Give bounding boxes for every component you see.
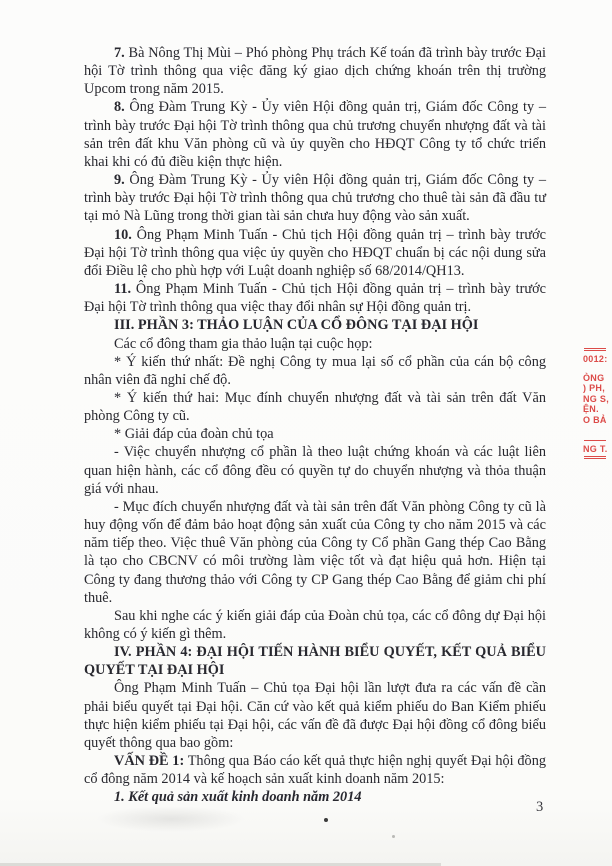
subsection-1-heading: 1. Kết quả sản xuất kinh doanh năm 2014 <box>114 789 362 806</box>
closing-remark: Sau khi nghe các ý kiến giải đáp của Đoàn chủ tọa, các cổ đông dự Đại hội không có ý kiến gì thêm. <box>84 607 546 642</box>
scan-speck <box>392 835 395 838</box>
discussion-intro: Các cổ đông tham gia thảo luận tại cuộc họp: <box>114 335 373 352</box>
item-number: 8. <box>114 99 125 116</box>
scan-speck <box>324 818 328 822</box>
paragraph-7 <box>84 44 546 98</box>
page-body-text <box>84 44 546 807</box>
paragraph-text: Ông Phạm Minh Tuấn - Chủ tịch Hội đồng quản trị – trình bày trước Đại hội Tờ trình thông qua việc ủy quyền cho HĐQT chuẩn bị các nội dung sửa đổi Điều lệ cho phù hợp với Luật doanh nghiệp số 68/2014/QH13. <box>84 226 546 279</box>
paragraph-text: Ông Đàm Trung Kỳ - Ủy viên Hội đồng quản trị, Giám đốc Công ty – trình bày trước Đại hội Tờ trình thông qua chủ trương cho thuê tài sản đã đầu tư tại mỏ Nà Lũng trong thời gian tài sản chưa huy động vào sản xuất. <box>84 172 546 225</box>
stamp-text-fragment: O BẢ <box>583 414 607 425</box>
section-3-heading: III. PHẦN 3: THẢO LUẬN CỦA CỔ ĐÔNG TẠI ĐẠI HỘI <box>114 317 479 334</box>
chair-reply-heading: * Giải đáp của đoàn chủ tọa <box>114 426 274 443</box>
paragraph-text: Ông Phạm Minh Tuấn - Chủ tịch Hội đồng quản trị – trình bày trước Đại hội Tờ trình thông qua việc thay đổi nhân sự Hội đồng quản trị. <box>84 281 546 316</box>
stamp-text-fragment: NG T. <box>583 443 608 454</box>
paragraph-text: Thông qua Báo cáo kết quả thực hiện nghị quyết Đại hội đồng cổ đông năm 2014 và kế hoạch sản xuất kinh doanh năm 2015: <box>84 753 546 788</box>
page-number: 3 <box>536 799 544 815</box>
item-number: 10. <box>114 226 132 243</box>
paragraph-8 <box>84 98 546 171</box>
reply-item-2: - Mục đích chuyển nhượng đất và tài sản trên đất Văn phòng Công ty cũ là huy động vốn để đảm bảo hoạt động sản xuất của Công ty cho năm 2015 và các năm tiếp theo. Việc thuê Văn phòng của Công ty Cổ phần Gang thép Cao Bằng là tạo cho CBCNV có môi trường làm việc tốt và đạt hiệu quả hơn. Hiện tại Công ty đang thương thảo với Công ty CP Gang thép Cao Bằng để giảm chi phí thuê. <box>84 498 546 606</box>
stamp-rule <box>584 456 606 459</box>
voting-intro: Ông Phạm Minh Tuấn – Chủ tọa Đại hội lần lượt đưa ra các vấn đề cần phải biểu quyết tại Đại hội. Căn cứ vào kết quả kiểm phiếu do Ban Kiểm phiếu thực hiện kiểm phiếu tại Đại hội, các vấn đề đã được Đại hội đồng cổ đông biểu quyết thông qua bao gồm: <box>84 680 546 751</box>
stamp-text-fragment: 0012: <box>583 354 608 364</box>
item-number: 11. <box>114 281 132 298</box>
stamp-rule <box>584 440 606 441</box>
paragraph-text: Bà Nông Thị Mùi – Phó phòng Phụ trách Kế toán đã trình bày trước Đại hội Tờ trình thông qua việc đăng ký giao dịch chứng khoán trên thị trường Upcom trong năm 2015. <box>84 45 546 98</box>
opinion-1: * Ý kiến thứ nhất: Đề nghị Công ty mua lại số cổ phần của cán bộ công nhân viên đã nghỉ chế độ. <box>84 353 546 388</box>
section-4-heading: IV. PHẦN 4: ĐẠI HỘI TIẾN HÀNH BIỂU QUYẾT, KẾT QUẢ BIỂU QUYẾT TẠI ĐẠI HỘI <box>84 644 546 679</box>
red-stamp-fragment <box>583 346 612 462</box>
opinion-2: * Ý kiến thứ hai: Mục đính chuyển nhượng đất và tài sản trên đất Văn phòng Công ty cũ. <box>84 389 546 425</box>
reply-item-1: - Việc chuyển nhượng cổ phần là theo luật chứng khoán và các luật liên quan hiện hành, các cổ đông đều có quyền tự do chuyển nhượng và thỏa thuận giá với nhau. <box>84 444 546 497</box>
paragraph-10 <box>84 226 546 280</box>
stamp-text-fragment: NG S, <box>583 393 610 404</box>
paragraph-11 <box>84 280 546 316</box>
issue-1-label: VẤN ĐỀ 1: <box>114 753 185 770</box>
paragraph-9 <box>84 171 546 225</box>
stamp-text-fragment: ỆN. <box>583 404 599 415</box>
stamp-rule <box>584 348 606 351</box>
item-number: 9. <box>114 172 125 189</box>
issue-1 <box>84 752 546 788</box>
scan-smudge <box>96 806 246 832</box>
stamp-text-fragment: ÒNG <box>583 372 605 383</box>
stamp-text-fragment: ) PH, <box>583 383 606 394</box>
item-number: 7. <box>114 45 125 61</box>
paragraph-text: Ông Đàm Trung Kỳ - Ủy viên Hội đồng quản trị, Giám đốc Công ty – trình bày trước Đại hội Tờ trình thông qua chủ trương chuyển nhượng đất và tài sản trên đất khu Văn phòng cũ và ủy quyền cho HĐQT Công ty tổ chức triển khai khi có đủ điều kiện thực hiện. <box>84 99 546 170</box>
